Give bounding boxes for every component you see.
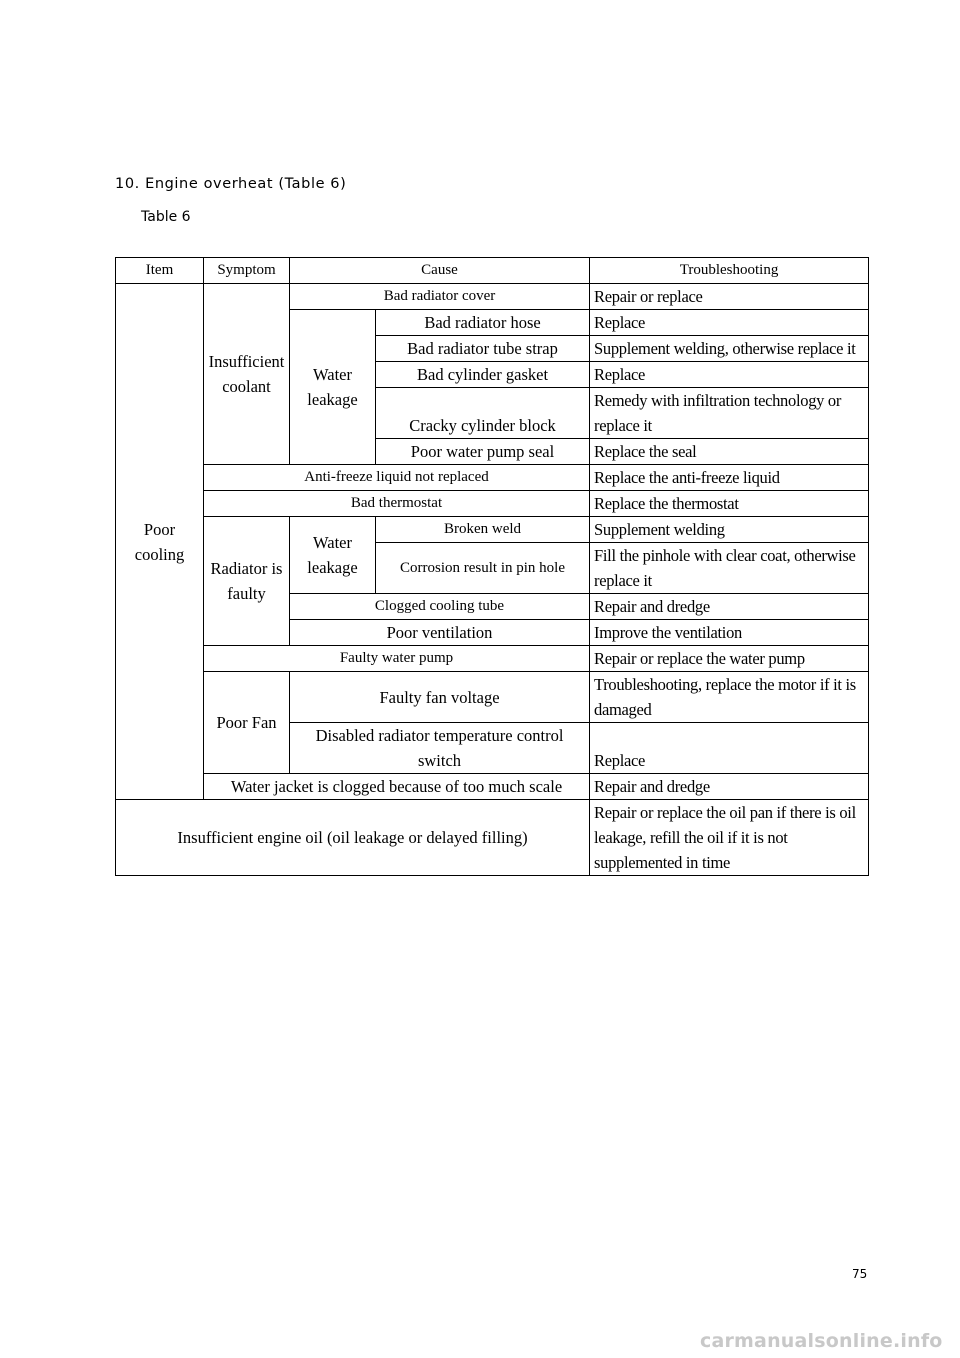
header-item: Item <box>116 258 204 284</box>
cause-cell: Corrosion result in pin hole <box>376 543 590 594</box>
cause-cell: Bad thermostat <box>204 491 590 517</box>
troubleshooting-cell: Repair or replace the oil pan if there is oil leakage, refill the oil if it is not supplemented in time <box>590 800 869 876</box>
troubleshooting-cell: Fill the pinhole with clear coat, otherwise replace it <box>590 543 869 594</box>
troubleshooting-cell: Replace <box>590 723 869 774</box>
table-row <box>116 646 869 672</box>
table-header-row <box>116 258 869 284</box>
troubleshooting-cell: Repair or replace the water pump <box>590 646 869 672</box>
cause-cell: Poor ventilation <box>290 620 590 646</box>
troubleshooting-cell: Replace the thermostat <box>590 491 869 517</box>
symptom-water-leakage: Water leakage <box>290 517 376 594</box>
engine-overheat-table <box>115 257 869 876</box>
symptom-water-leakage: Water leakage <box>290 310 376 465</box>
troubleshooting-cell: Replace the seal <box>590 439 869 465</box>
table-row <box>116 284 869 310</box>
cause-cell: Insufficient engine oil (oil leakage or delayed filling) <box>116 800 590 876</box>
table-row <box>116 517 869 543</box>
troubleshooting-cell: Supplement welding, otherwise replace it <box>590 336 869 362</box>
symptom-radiator-faulty: Radiator is faulty <box>204 517 290 646</box>
cause-cell: Anti-freeze liquid not replaced <box>204 465 590 491</box>
header-symptom: Symptom <box>204 258 290 284</box>
cause-cell: Clogged cooling tube <box>290 594 590 620</box>
header-troubleshooting: Troubleshooting <box>590 258 869 284</box>
symptom-insufficient-coolant: Insufficient coolant <box>204 284 290 465</box>
table-row <box>116 465 869 491</box>
cause-cell: Disabled radiator temperature control switch <box>290 723 590 774</box>
table-row <box>116 491 869 517</box>
header-cause: Cause <box>290 258 590 284</box>
cause-cell: Broken weld <box>376 517 590 543</box>
symptom-poor-fan: Poor Fan <box>204 672 290 774</box>
cause-cell: Bad cylinder gasket <box>376 362 590 388</box>
troubleshooting-cell: Troubleshooting, replace the motor if it is damaged <box>590 672 869 723</box>
cause-cell: Bad radiator hose <box>376 310 590 336</box>
troubleshooting-cell: Repair and dredge <box>590 774 869 800</box>
troubleshooting-cell: Remedy with infiltration technology or replace it <box>590 388 869 439</box>
troubleshooting-cell: Repair or replace <box>590 284 869 310</box>
cause-cell: Poor water pump seal <box>376 439 590 465</box>
troubleshooting-cell: Replace <box>590 362 869 388</box>
table-caption: Table 6 <box>141 209 191 225</box>
troubleshooting-cell: Repair and dredge <box>590 594 869 620</box>
item-poor-cooling: Poor cooling <box>116 284 204 800</box>
troubleshooting-cell: Supplement welding <box>590 517 869 543</box>
cause-cell: Faulty fan voltage <box>290 672 590 723</box>
page-number: 75 <box>852 1267 868 1281</box>
watermark: carmanualsonline.info <box>700 1330 943 1352</box>
cause-cell: Cracky cylinder block <box>376 388 590 439</box>
cause-cell: Bad radiator cover <box>290 284 590 310</box>
cause-cell: Faulty water pump <box>204 646 590 672</box>
table-row <box>116 774 869 800</box>
troubleshooting-cell: Improve the ventilation <box>590 620 869 646</box>
cause-cell: Water jacket is clogged because of too much scale <box>204 774 590 800</box>
troubleshooting-cell: Replace <box>590 310 869 336</box>
cause-cell: Bad radiator tube strap <box>376 336 590 362</box>
troubleshooting-cell: Replace the anti-freeze liquid <box>590 465 869 491</box>
section-title: 10. Engine overheat (Table 6) <box>115 176 347 192</box>
